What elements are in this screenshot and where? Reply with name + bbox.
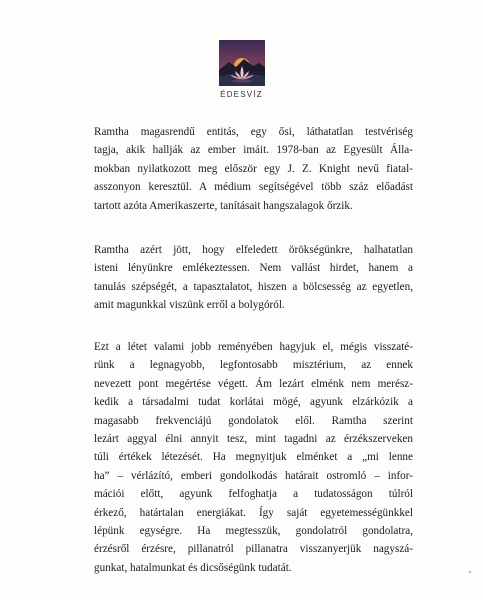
text-line: gunkat, hatalmunkat és dicsőségünk tudatát. xyxy=(94,561,292,574)
text-line: tanulás szépségét, a tapasztalatot, hiszen a bölcsesség az egyetlen, xyxy=(94,280,413,293)
text-line: lépünk egységre. Ha megtesszük, gondolatról gondolatra, xyxy=(94,524,413,537)
text-line: kedik a társadalmi tudat korlátai mögé, agyunk elzárkózik a xyxy=(94,396,413,409)
text-line: magasabb frekvenciájú gondolatok elől. Ramtha szerint xyxy=(94,414,413,427)
text-line: érzésről érzésre, pillanatról pillanatra visszanyerjük nagyszá- xyxy=(94,543,413,556)
text-line: Ramtha azért jött, hogy elfeledett örökségünkre, halhatatlan xyxy=(94,244,413,256)
text-line: mokban nyilatkozott meg először egy J. Z. Knight nevű fiatal- xyxy=(94,162,413,175)
text-line: Ezt a létet valami jobb reményében hagyjuk el, mégis visszaté- xyxy=(94,341,413,353)
paragraph-1 xyxy=(94,123,413,215)
text-line: ha” – vérlázító, emberi gondolkodás határait ostromló – infor- xyxy=(94,469,413,482)
text-line: tartott azóta Amerikaszerte, tanításait hangszalagok őrzik. xyxy=(94,199,353,212)
text-line: asszonyon keresztül. A médium segítségével több száz előadást xyxy=(94,181,413,194)
text-line: mációi előtt, agyunk felfoghatja a tudatosságon túlról xyxy=(94,488,413,501)
text-line: nevezett pont megértése végett. Ám lezárt elménk nem merész- xyxy=(94,377,413,390)
text-line: amit magunkkal viszünk erről a bolygóról. xyxy=(94,299,285,312)
text-line: tagja, akik hallják az ember imáit. 1978-ban az Egyesült Álla- xyxy=(94,144,413,157)
text-line: isteni lényünkre emlékeztessen. Nem vallást hirdet, hanem a xyxy=(94,262,413,275)
lotus-sunset-icon xyxy=(219,40,265,86)
publisher-name: ÉDESVÍZ xyxy=(220,90,263,99)
text-line: rünk a legnagyobb, legfontosabb misztérium, az ennek xyxy=(94,359,413,372)
text-line: túli értékek létezését. Ha megnyitjuk elménket a „mi lenne xyxy=(94,451,413,464)
text-line: Ramtha magasrendű entitás, egy ősi, láthatatlan testvériség xyxy=(94,126,413,138)
paragraph-2 xyxy=(94,241,413,315)
paragraph-3 xyxy=(94,338,413,577)
text-line: érkező, határtalan energiákat. Így saját egyetemességünkkel xyxy=(94,506,413,519)
text-line: lezárt aggyal élni annyit tesz, mint tagadni az érzékszerveken xyxy=(94,432,413,445)
page-mark xyxy=(469,571,471,573)
